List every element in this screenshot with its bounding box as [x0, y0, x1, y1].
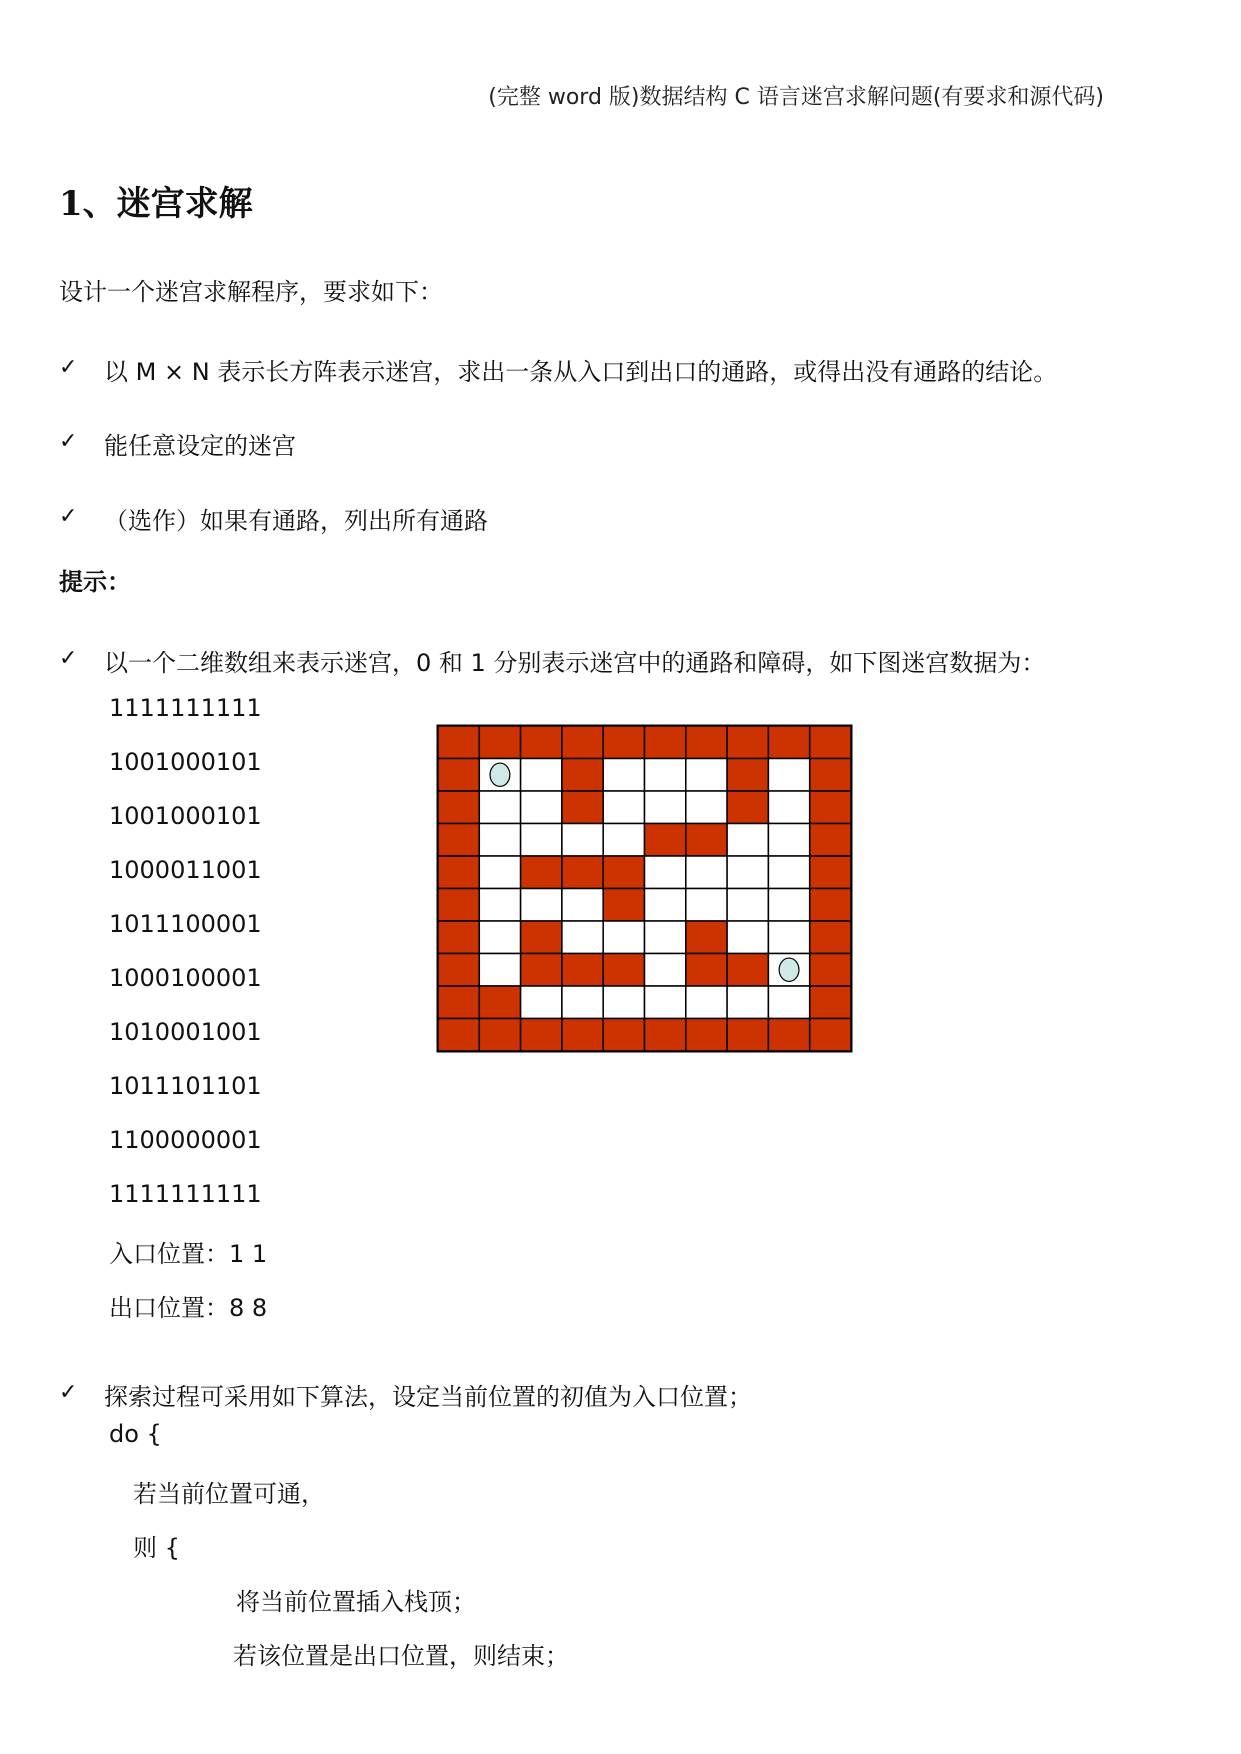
maze-wall-cell — [810, 921, 851, 954]
maze-path-cell — [686, 759, 727, 792]
maze-path-cell — [645, 791, 686, 824]
maze-path-cell — [768, 856, 809, 889]
maze-wall-cell — [810, 889, 851, 922]
maze-wall-cell — [686, 921, 727, 954]
maze-path-cell — [645, 889, 686, 922]
maze-wall-cell — [562, 1019, 603, 1052]
code-line: 若该位置是出口位置，则结束； — [233, 1642, 569, 1670]
maze-wall-cell — [810, 954, 851, 987]
maze-wall-cell — [438, 759, 479, 792]
code-line: 将当前位置插入栈顶； — [236, 1588, 476, 1616]
maze-path-cell — [727, 889, 768, 922]
hint-text: 以一个二维数组来表示迷宫，0 和 1 分别表示迷宫中的通路和障碍，如下图迷宫数据为： — [104, 649, 1046, 677]
maze-wall-cell — [686, 954, 727, 987]
maze-data-row: 1010001001 — [109, 1018, 262, 1046]
code-line: 则 { — [133, 1534, 180, 1562]
maze-path-cell — [645, 856, 686, 889]
maze-wall-cell — [768, 1019, 809, 1052]
maze-exit-marker — [779, 958, 799, 981]
maze-wall-cell — [686, 726, 727, 759]
maze-wall-cell — [521, 921, 562, 954]
maze-path-cell — [562, 986, 603, 1019]
maze-wall-cell — [686, 1019, 727, 1052]
maze-path-cell — [479, 791, 520, 824]
maze-path-cell — [686, 986, 727, 1019]
intro-text: 设计一个迷宫求解程序，要求如下： — [59, 278, 443, 306]
maze-path-cell — [727, 856, 768, 889]
maze-path-cell — [479, 954, 520, 987]
maze-wall-cell — [603, 889, 644, 922]
maze-path-cell — [562, 824, 603, 857]
maze-path-cell — [645, 921, 686, 954]
maze-path-cell — [603, 824, 644, 857]
check-icon: ✓ — [59, 355, 78, 380]
maze-figure — [435, 723, 854, 1054]
maze-wall-cell — [810, 986, 851, 1019]
algorithm-intro: 探索过程可采用如下算法，设定当前位置的初值为入口位置； — [104, 1383, 752, 1411]
maze-wall-cell — [603, 856, 644, 889]
maze-path-cell — [603, 921, 644, 954]
maze-wall-cell — [438, 954, 479, 987]
hint-label: 提示： — [59, 568, 131, 596]
maze-path-cell — [727, 986, 768, 1019]
maze-wall-cell — [727, 1019, 768, 1052]
maze-wall-cell — [521, 954, 562, 987]
maze-wall-cell — [645, 1019, 686, 1052]
maze-path-cell — [521, 889, 562, 922]
requirement-1: 以 M × N 表示长方阵表示迷宫，求出一条从入口到出口的通路，或得出没有通路的结论。 — [104, 358, 1058, 386]
maze-wall-cell — [686, 824, 727, 857]
maze-wall-cell — [562, 759, 603, 792]
maze-path-cell — [603, 986, 644, 1019]
maze-path-cell — [521, 759, 562, 792]
maze-wall-cell — [521, 726, 562, 759]
code-line: 若当前位置可通， — [133, 1480, 325, 1508]
maze-path-cell — [768, 824, 809, 857]
maze-path-cell — [727, 824, 768, 857]
maze-path-cell — [521, 986, 562, 1019]
maze-wall-cell — [438, 856, 479, 889]
maze-path-cell — [727, 921, 768, 954]
maze-wall-cell — [810, 726, 851, 759]
maze-path-cell — [479, 889, 520, 922]
maze-path-cell — [768, 889, 809, 922]
maze-wall-cell — [562, 954, 603, 987]
maze-data-row: 1000100001 — [109, 964, 262, 992]
maze-wall-cell — [438, 791, 479, 824]
maze-wall-cell — [479, 1019, 520, 1052]
code-line: do { — [109, 1420, 162, 1448]
maze-data-row: 1111111111 — [109, 1180, 262, 1208]
maze-wall-cell — [810, 1019, 851, 1052]
maze-wall-cell — [562, 726, 603, 759]
maze-path-cell — [479, 856, 520, 889]
maze-path-cell — [686, 791, 727, 824]
maze-path-cell — [479, 824, 520, 857]
maze-wall-cell — [438, 1019, 479, 1052]
maze-wall-cell — [521, 856, 562, 889]
maze-wall-cell — [645, 824, 686, 857]
check-icon: ✓ — [59, 646, 78, 671]
maze-wall-cell — [810, 759, 851, 792]
maze-path-cell — [603, 759, 644, 792]
maze-wall-cell — [562, 856, 603, 889]
maze-entry-marker — [490, 763, 510, 786]
maze-wall-cell — [727, 759, 768, 792]
maze-path-cell — [686, 889, 727, 922]
maze-wall-cell — [727, 791, 768, 824]
check-icon: ✓ — [59, 504, 78, 529]
maze-path-cell — [645, 759, 686, 792]
maze-data-row: 1011101101 — [109, 1072, 262, 1100]
maze-data-row: 1001000101 — [109, 802, 262, 830]
maze-path-cell — [521, 824, 562, 857]
maze-wall-cell — [438, 726, 479, 759]
check-icon: ✓ — [59, 1380, 78, 1405]
maze-wall-cell — [438, 986, 479, 1019]
maze-path-cell — [562, 889, 603, 922]
maze-wall-cell — [603, 954, 644, 987]
check-icon: ✓ — [59, 429, 78, 454]
maze-path-cell — [768, 759, 809, 792]
maze-path-cell — [521, 791, 562, 824]
section-title: 1、迷宫求解 — [59, 184, 253, 224]
maze-wall-cell — [727, 726, 768, 759]
maze-wall-cell — [562, 791, 603, 824]
maze-wall-cell — [521, 1019, 562, 1052]
exit-position: 出口位置：8 8 — [109, 1294, 268, 1322]
maze-wall-cell — [768, 726, 809, 759]
maze-path-cell — [768, 921, 809, 954]
maze-wall-cell — [727, 954, 768, 987]
maze-path-cell — [479, 921, 520, 954]
maze-wall-cell — [479, 986, 520, 1019]
maze-data-row: 1001000101 — [109, 748, 262, 776]
maze-wall-cell — [438, 921, 479, 954]
maze-wall-cell — [438, 889, 479, 922]
maze-wall-cell — [810, 824, 851, 857]
requirement-2: 能任意设定的迷宫 — [104, 432, 296, 460]
maze-path-cell — [686, 856, 727, 889]
entry-position: 入口位置：1 1 — [109, 1240, 268, 1268]
maze-path-cell — [768, 986, 809, 1019]
requirement-3: （选作）如果有通路，列出所有通路 — [104, 507, 488, 535]
maze-path-cell — [768, 791, 809, 824]
maze-path-cell — [562, 921, 603, 954]
maze-path-cell — [645, 954, 686, 987]
maze-wall-cell — [603, 1019, 644, 1052]
maze-path-cell — [603, 791, 644, 824]
maze-data-row: 1011100001 — [109, 910, 262, 938]
maze-wall-cell — [810, 856, 851, 889]
maze-data-row: 1100000001 — [109, 1126, 262, 1154]
maze-wall-cell — [603, 726, 644, 759]
maze-data-row: 1000011001 — [109, 856, 262, 884]
document-header: (完整 word 版)数据结构 C 语言迷宫求解问题(有要求和源代码) — [488, 85, 1104, 110]
maze-wall-cell — [438, 824, 479, 857]
maze-data-row: 1111111111 — [109, 694, 262, 722]
maze-path-cell — [645, 986, 686, 1019]
maze-wall-cell — [645, 726, 686, 759]
maze-wall-cell — [810, 791, 851, 824]
maze-wall-cell — [479, 726, 520, 759]
